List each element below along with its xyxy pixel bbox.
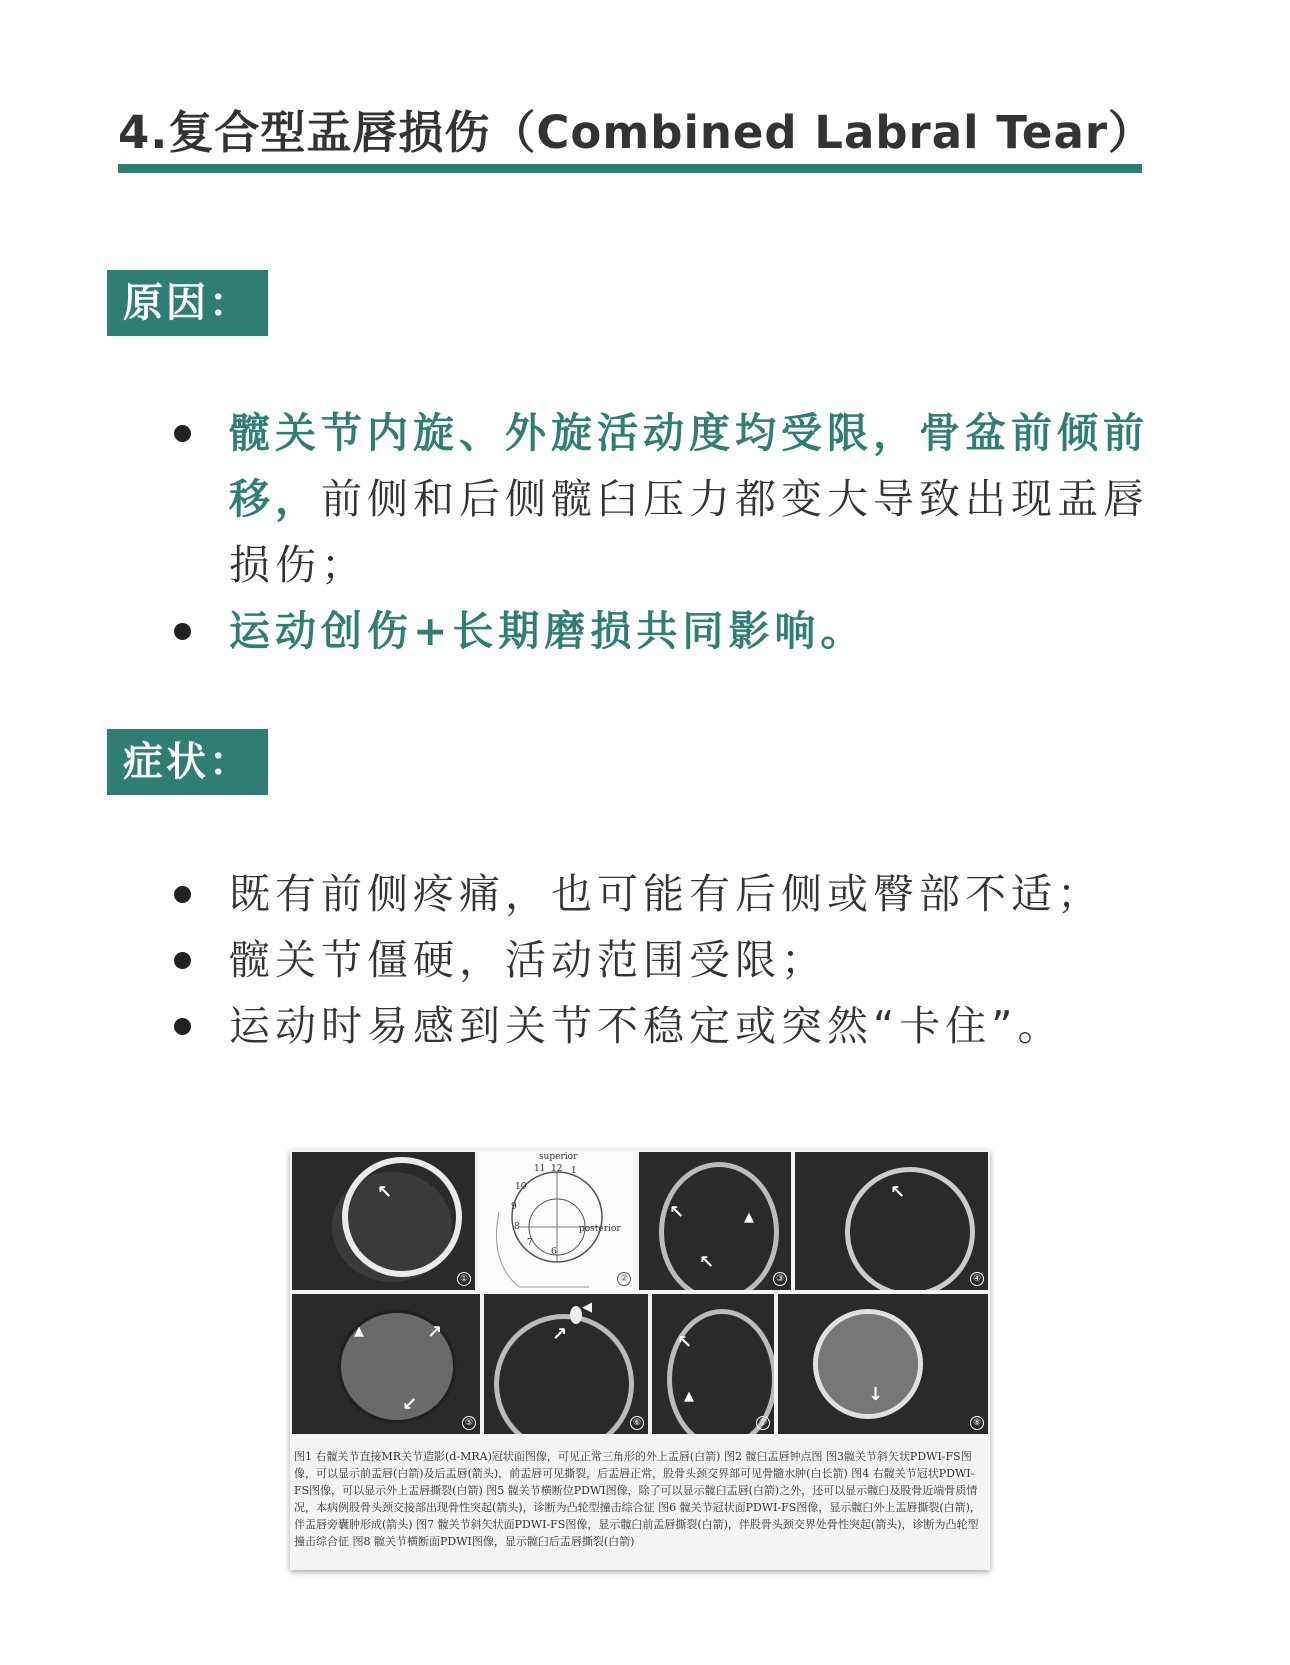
clock-label-posterior: posterior — [579, 1224, 621, 1234]
panel-number: ⑧ — [970, 1416, 984, 1430]
symptom-list — [0, 861, 1180, 1059]
panel-number: ⑦ — [756, 1416, 770, 1430]
item-text: 髋关节僵硬，活动范围受限； — [229, 936, 827, 984]
mri-panel-5 — [292, 1294, 480, 1434]
arrow-icon: ↗ — [552, 1324, 568, 1345]
panel-number: ⑤ — [462, 1416, 476, 1430]
arrow-icon: ↗ — [427, 1322, 443, 1343]
list-item — [0, 993, 1180, 1059]
arrowhead-icon: ◀ — [582, 1300, 592, 1315]
mri-panel-6 — [484, 1294, 648, 1434]
arrowhead-icon: ▲ — [744, 1210, 754, 1225]
bullet-icon — [174, 886, 191, 903]
bullet-icon — [174, 425, 191, 442]
list-item — [0, 598, 1180, 664]
bullet-icon — [174, 952, 191, 969]
cause-tag: 原因： — [107, 270, 268, 336]
cyst — [570, 1306, 582, 1324]
clock-number: 1 — [571, 1166, 577, 1176]
highlight-text: 运动创伤+长期磨损共同影响。 — [229, 607, 867, 655]
mri-panel-3 — [639, 1152, 791, 1290]
arrowhead-icon: ▲ — [684, 1389, 694, 1404]
bullet-icon — [174, 1018, 191, 1035]
panel-number: ⑥ — [630, 1416, 644, 1430]
clock-number: 6 — [551, 1247, 557, 1257]
arrowhead-icon: ▲ — [354, 1324, 364, 1339]
clock-label-superior: superior — [539, 1152, 578, 1162]
mri-panel-1 — [292, 1152, 475, 1290]
highlight-text: 髋关节内旋、外旋活动度均受限，骨盆前倾前移， — [229, 409, 1149, 523]
clock-number: 10 — [515, 1182, 527, 1192]
clock-number: 12 — [551, 1164, 563, 1174]
list-item — [0, 400, 1180, 598]
panel-number: ③ — [773, 1272, 787, 1286]
clock-diagram-panel — [479, 1152, 635, 1290]
list-item — [0, 861, 1180, 927]
panel-number: ① — [457, 1272, 471, 1286]
arrow-icon: ↓ — [868, 1384, 884, 1405]
item-text: 既有前侧疼痛，也可能有后侧或臀部不适； — [229, 870, 1103, 918]
title-underline — [118, 164, 1142, 173]
figure-caption: 图1 右髋关节直接MR关节造影(d-MRA)冠状面图像，可见正常三角形的外上盂唇(白箭) 图2 髋臼盂唇钟点图 图3髋关节斜矢状PDWI-FS图像，可以显示前盂唇(白箭)及后盂唇(箭头)，前盂唇可见撕裂，后盂唇正常，股骨头颈交界部可见骨髓水肿(白长箭) 图4 右髋关节冠状PDWI-FS图像，可以显示外上盂唇撕裂(白箭) 图5 髋关节横断位PDWI图像，除了可以显示髋臼盂唇(白箭)之外，还可以显示髋臼及股骨近端骨质情况，本病例股骨头颈交接部出现骨性突起(箭头)，诊断为凸轮型撞击综合征 图6 髋关节冠状面PDWI-FS图像，显示髋臼外上盂唇撕裂(白箭)，伴盂唇旁囊肿形成(箭头) 图7 髋关节斜矢状面PDWI-FS图像，显示髋臼前盂唇撕裂(白箭)，伴股骨头颈交界处骨性突起(箭头)，诊断为凸轮型撞击综合征 图8 髋关节横断面PDWI图像，显示髋臼后盂唇撕裂(白箭) — [294, 1450, 981, 1548]
mri-panel-4 — [795, 1152, 988, 1290]
arrow-icon: ↖ — [377, 1182, 393, 1203]
clock-number: 11 — [534, 1164, 546, 1174]
list-item — [0, 927, 1180, 993]
arrow-icon: ↖ — [699, 1252, 715, 1273]
mri-panel-8 — [778, 1294, 988, 1434]
arrow-icon: ↖ — [669, 1202, 685, 1223]
cause-list — [0, 400, 1180, 664]
clock-number: 9 — [511, 1202, 517, 1212]
mri-figure — [290, 1150, 990, 1570]
arrow-icon: ↙ — [402, 1394, 418, 1415]
symptom-tag: 症状： — [107, 729, 268, 795]
mri-panel-7 — [652, 1294, 774, 1434]
bullet-icon — [174, 623, 191, 640]
arrow-icon: ↖ — [890, 1182, 906, 1203]
panel-number: ④ — [970, 1272, 984, 1286]
arrow-icon: ↖ — [677, 1332, 693, 1353]
clock-number: 8 — [514, 1222, 520, 1232]
clock-number: 7 — [527, 1238, 533, 1248]
item-text: 运动时易感到关节不稳定或突然“卡住”。 — [229, 1002, 1064, 1050]
section-title: 4.复合型盂唇损伤（Combined Labral Tear） — [118, 106, 1155, 159]
panel-number: ② — [617, 1272, 631, 1286]
item-text: 前侧和后侧髋臼压力都变大导致出现盂唇损伤； — [229, 475, 1149, 589]
